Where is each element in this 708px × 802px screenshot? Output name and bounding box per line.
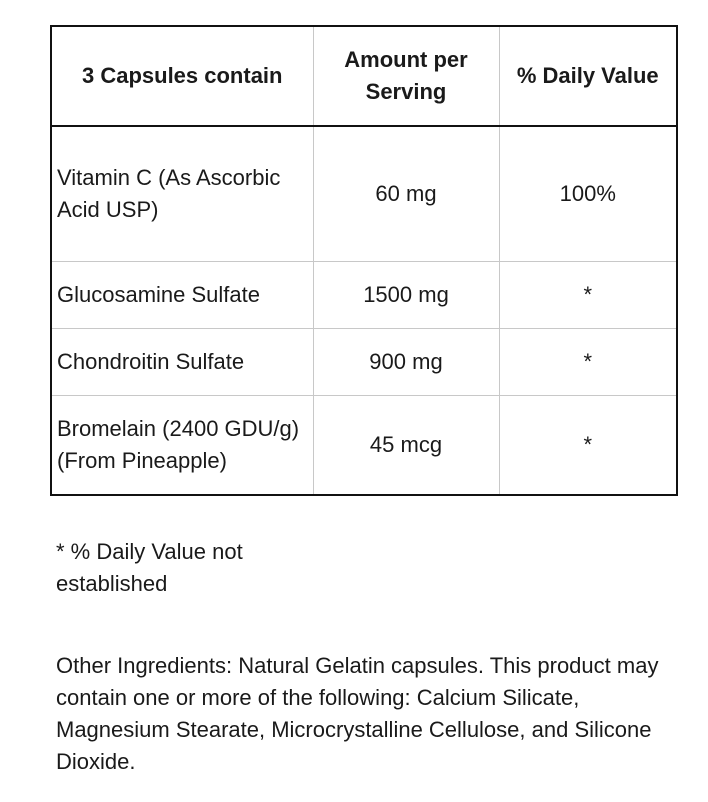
ingredient-name: Chondroitin Sulfate (51, 329, 313, 396)
ingredient-name: Vitamin C (As Ascorbic Acid USP) (51, 126, 313, 262)
ingredient-amount: 900 mg (313, 329, 499, 396)
ingredient-daily-value: * (499, 396, 677, 496)
header-amount-per-serving: Amount per Serving (313, 26, 499, 126)
table-row (51, 396, 677, 496)
ingredient-name: Bromelain (2400 GDU/g) (From Pineapple) (51, 396, 313, 496)
table-row (51, 126, 677, 262)
header-daily-value: % Daily Value (499, 26, 677, 126)
ingredient-name: Glucosamine Sulfate (51, 262, 313, 329)
ingredient-amount: 45 mcg (313, 396, 499, 496)
daily-value-footnote: * % Daily Value not established (56, 539, 243, 596)
ingredient-daily-value: 100% (499, 126, 677, 262)
table-row (51, 262, 677, 329)
header-serving: 3 Capsules contain (51, 26, 313, 126)
table-row (51, 329, 677, 396)
other-ingredients-text: Other Ingredients: Natural Gelatin capsules. This product may contain one or more of the following: Calcium Silicate, Magnesium Stearate, Microcrystalline Cellulose, and Silicone Dioxide. (56, 653, 659, 774)
supplement-facts-table (50, 25, 678, 496)
ingredient-amount: 60 mg (313, 126, 499, 262)
ingredient-daily-value: * (499, 329, 677, 396)
ingredient-daily-value: * (499, 262, 677, 329)
ingredient-amount: 1500 mg (313, 262, 499, 329)
table-header-row (51, 26, 677, 126)
